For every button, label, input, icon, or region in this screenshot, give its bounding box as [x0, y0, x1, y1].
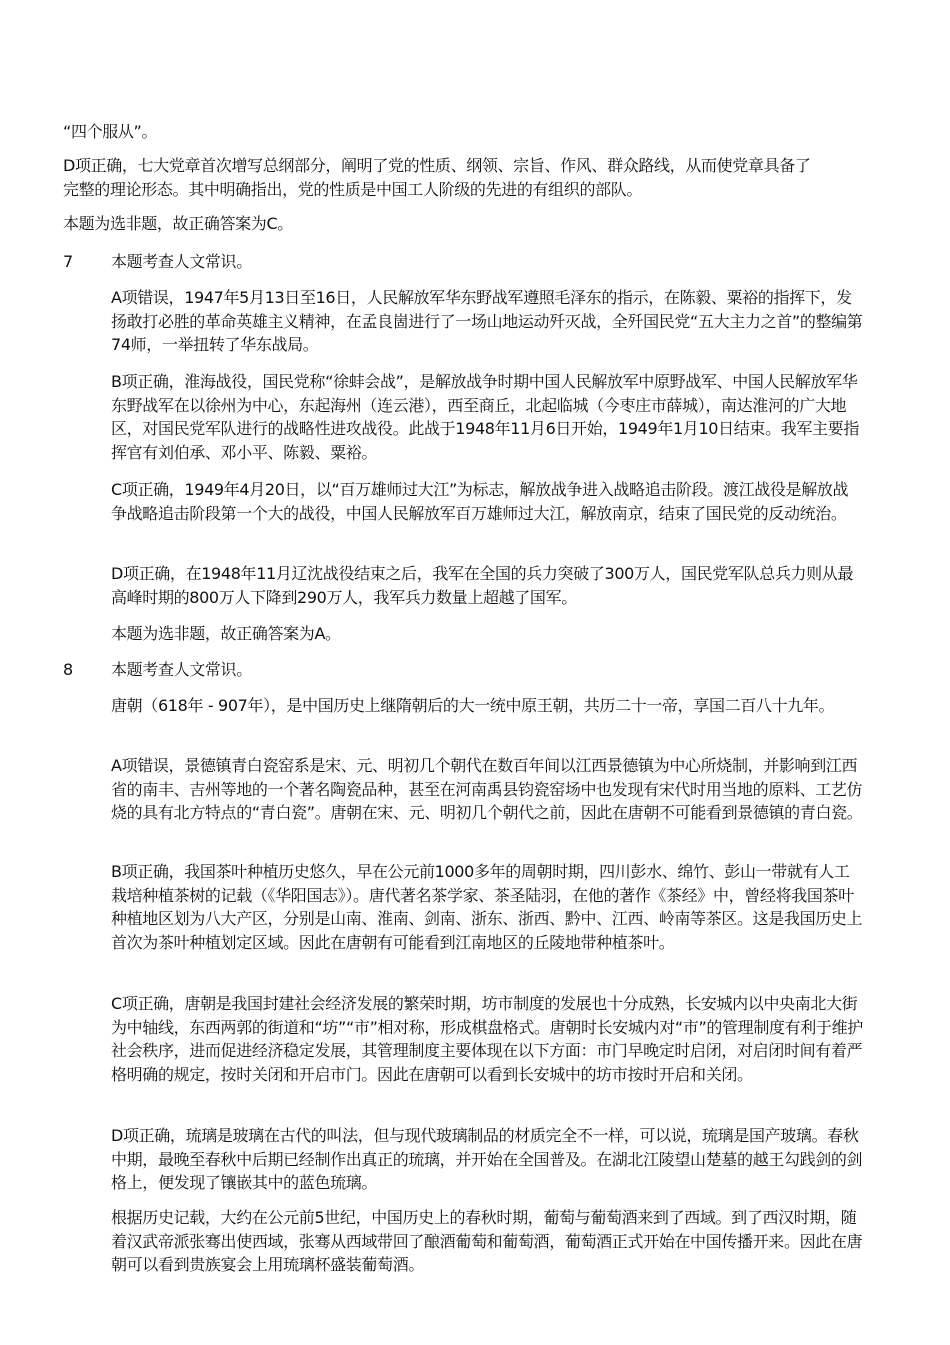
question-7-answer: 本题为选非题，故正确答案为A。	[111, 624, 341, 643]
question-8-heading: 本题考查人文常识。	[111, 660, 252, 679]
question-8-option-d: D项正确，琉璃是玻璃在古代的叫法，但与现代玻璃制品的材质完全不一样，可以说，琉璃是国产玻璃。春秋中期，最晚至春秋中后期已经制作出真正的琉璃，并开始在全国普及。在湖北江陵望山楚墓的越王勾践剑的剑格上，便发现了镶嵌其中的蓝色琉璃。	[111, 1126, 863, 1192]
question-7-heading: 本题考查人文常识。	[111, 252, 252, 271]
question-8-option-a: A项错误，景德镇青白瓷窑系是宋、元、明初几个朝代在数百年间以江西景德镇为中心所烧制，并影响到江西省的南丰、吉州等地的一个著名陶瓷品种，甚至在河南禹县钧瓷窑场中也发现有宋代时用当地的原料、工艺仿烧的具有北方特点的“青白瓷”。唐朝在宋、元、明初几个朝代之前，因此在唐朝不可能看到景德镇的青白瓷。	[111, 756, 863, 822]
question-7-option-b: B项正确，淮海战役，国民党称“徐蚌会战”，是解放战争时期中国人民解放军中原野战军、中国人民解放军华东野战军在以徐州为中心，东起海州（连云港），西至商丘，北起临城（今枣庄市薛城），南达淮河的广大地区，对国民党军队进行的战略性进攻战役。此战于1948年11月6日开始，1949年1月10日结束。我军主要指挥官有刘伯承、邓小平、陈毅、粟裕。	[111, 372, 859, 462]
question-7-option-a: A项错误，1947年5月13日至16日，人民解放军华东野战军遵照毛泽东的指示，在陈毅、粟裕的指挥下，发扬敢打必胜的革命英雄主义精神，在孟良崮进行了一场山地运动歼灭战，全歼国民党“五大主力之首”的整编第74师，一举扭转了华东战局。	[111, 288, 863, 354]
intro-tail-paragraph: “四个服从”。	[63, 122, 158, 141]
previous-answer-paragraph: 本题为选非题，故正确答案为C。	[63, 214, 293, 233]
previous-option-d-paragraph: D项正确，七大党章首次增写总纲部分，阐明了党的性质、纲领、宗旨、作风、群众路线，从而使党章具备了完整的理论形态。其中明确指出，党的性质是中国工人阶级的先进的有组织的部队。	[63, 156, 811, 199]
question-7-option-d: D项正确，在1948年11月辽沈战役结束之后，我军在全国的兵力突破了300万人，国民党军队总兵力则从最高峰时期的800万人下降到290万人，我军兵力数量上超越了国军。	[111, 564, 854, 607]
question-8-option-d-continued: 根据历史记载，大约在公元前5世纪，中国历史上的春秋时期，葡萄与葡萄酒来到了西域。到了西汉时期，随着汉武帝派张骞出使西域，张骞从西域带回了酿酒葡萄和葡萄酒，葡萄酒正式开始在中国传播开来。因此在唐朝可以看到贵族宴会上用琉璃杯盛装葡萄酒。	[111, 1208, 863, 1274]
question-8-option-b: B项正确，我国茶叶种植历史悠久，早在公元前1000多年的周朝时期，四川彭水、绵竹、彭山一带就有人工栽培种植茶树的记载（《华阳国志》）。唐代著名茶学家、茶圣陆羽，在他的著作《茶经》中，曾经将我国茶叶种植地区划为八大产区，分别是山南、淮南、剑南、浙东、浙西、黔中、江西、岭南等茶区。这是我国历史上首次为茶叶种植划定区域。因此在唐朝有可能看到江南地区的丘陵地带种植茶叶。	[111, 862, 863, 952]
question-7-option-c: C项正确，1949年4月20日，以“百万雄师过大江”为标志，解放战争进入战略追击阶段。渡江战役是解放战争战略追击阶段第一个大的战役，中国人民解放军百万雄师过大江，解放南京，结束了国民党的反动统治。	[111, 480, 849, 523]
question-7-number: 7	[63, 252, 73, 271]
question-8-number: 8	[63, 660, 73, 679]
question-8-option-c: C项正确，唐朝是我国封建社会经济发展的繁荣时期，坊市制度的发展也十分成熟，长安城内以中央南北大街为中轴线，东西两郭的街道和“坊”“市”相对称，形成棋盘格式。唐朝时长安城内对“市”的管理制度有利于维护社会秩序，进而促进经济稳定发展，其管理制度主要体现在以下方面：市门早晚定时启闭，对启闭时间有着严格明确的规定，按时关闭和开启市门。因此在唐朝可以看到长安城中的坊市按时开启和关闭。	[111, 994, 863, 1084]
question-8-intro: 唐朝（618年 - 907年），是中国历史上继隋朝后的大一统中原王朝，共历二十一帝，享国二百八十九年。	[111, 696, 835, 715]
